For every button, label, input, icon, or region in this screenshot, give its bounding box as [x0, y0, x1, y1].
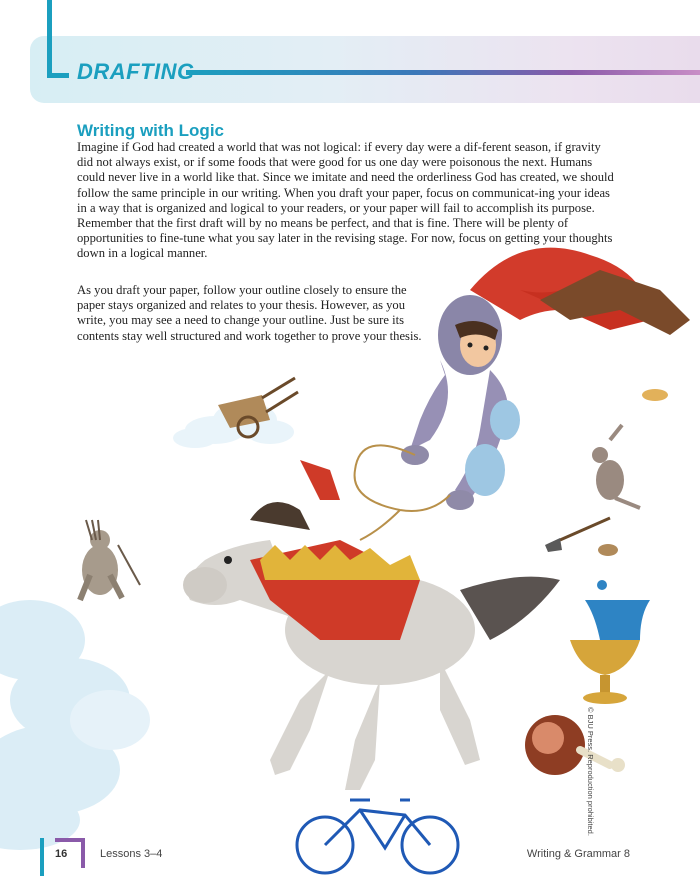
book-title: Writing & Grammar 8 — [526, 848, 630, 860]
meat-icon — [525, 715, 625, 775]
horse-icon — [183, 460, 560, 790]
page-number: 16 — [55, 848, 68, 860]
peasant-icon — [592, 425, 640, 508]
mug-icon — [598, 544, 618, 556]
footer-accent-side — [81, 838, 85, 868]
section-heading: Writing with Logic — [77, 121, 224, 140]
bread-icon — [642, 389, 668, 401]
lessons-label: Lessons 3–4 — [100, 848, 163, 860]
goblet-icon — [570, 580, 650, 704]
knight-icon — [401, 248, 690, 510]
farmer-icon — [80, 520, 140, 600]
copyright-notice: © BJU Press. Reproduction prohibited. — [586, 707, 595, 836]
body-paragraph-2: As you draft your paper, follow your outline closely to ensure the paper stays organized and relates to your thesis. However, as you write, you may see a need to change your outline. Just be sure its contents stay well structured and work together to prove your thesis. — [77, 283, 422, 343]
bicycle-icon — [297, 800, 458, 873]
body-paragraph-1: Imagine if God had created a world that was not logical: if every day were a dif-ferent season, if gravity did not always exist, or if some foods that were good for us one day were poisonous the next. Humans could never live in a world like that. Since we imitate and need the orderliness God has created, we should follow the same principle in our writing. When you draft your paper, focus on communicat-ing your ideas in a way that is organized and logical to your readers, or your paper will fail to accomplish its purpose. Remember that the first draft will by no means be perfect, and that is fine. There will be plenty of opportunities to fine-tune what you say later in the revising stage. For now, focus on getting your thoughts down in a logical manner. — [77, 140, 614, 261]
rope-icon — [355, 445, 450, 540]
footer-accent-bar — [40, 838, 44, 876]
cloud-icon — [0, 600, 150, 850]
section-title: DRAFTING — [77, 59, 195, 84]
